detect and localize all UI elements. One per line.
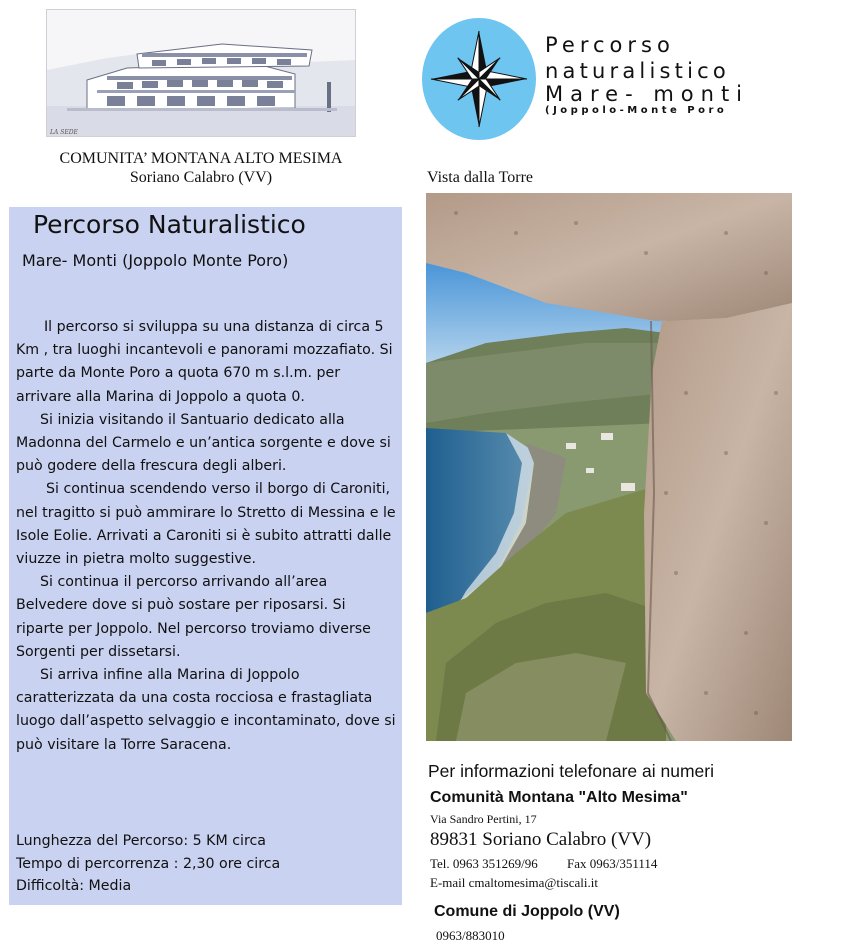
comune-phone: 0963/883010 <box>436 928 505 943</box>
org-city: Soriano Calabro (VV) <box>129 169 273 186</box>
building-photo <box>46 9 356 137</box>
route-length: Lunghezza del Percorso: 5 KM circa <box>16 833 266 849</box>
building-illustration <box>47 10 355 136</box>
contact-phone-line <box>430 856 657 872</box>
contact-city: 89831 Soriano Calabro (VV) <box>430 829 652 850</box>
logo-line-4: (Joppolo-Monte Poro <box>545 105 728 116</box>
route-time: Tempo di percorrenza : 2,30 ore circa <box>16 855 281 872</box>
compass-star-icon <box>421 17 537 142</box>
route-stats <box>16 830 280 898</box>
logo-line-2: naturalistico <box>545 59 730 83</box>
panel-subtitle: Mare- Monti (Joppolo Monte Poro) <box>22 251 289 270</box>
route-description <box>16 316 396 757</box>
contact-org-name: Comunità Montana "Alto Mesima" <box>430 789 688 806</box>
logo-line-1: Percorso <box>545 33 675 57</box>
contact-address: Via Sandro Pertini, 17 <box>430 812 537 826</box>
logo-text <box>545 32 749 118</box>
tower-view-photo <box>426 193 792 741</box>
org-header <box>0 150 402 187</box>
description-paragraph: Si arriva infine alla Marina di Joppolo caratterizzata da una costa rocciosa e frastagliata luogo dall’aspetto selvaggio e incontaminato, dove si può visitare la Torre Saracena. <box>16 667 396 753</box>
org-name: COMUNITA’ MONTANA ALTO MESIMA <box>59 150 343 167</box>
comune-name: Comune di Joppolo (VV) <box>434 903 620 920</box>
description-paragraph: Si continua il percorso arrivando all’area Belvedere dove si può sostare per riposarsi. Si riparte per Joppolo. Nel percorso troviamo diverse Sorgenti per dissetarsi. <box>16 574 371 660</box>
photo-label: Vista dalla Torre <box>427 169 534 186</box>
contact-tel: Tel. 0963 351269/96 <box>430 856 538 871</box>
coast-view-image <box>426 193 792 741</box>
description-paragraph: Il percorso si sviluppa su una distanza di circa 5 Km , tra luoghi incantevoli e panorami mozzafiato. Si parte da Monte Poro a quota 670 m s.l.m. per arrivare alla Marina di Joppolo a quota 0. <box>16 319 393 405</box>
contact-email[interactable]: E-mail cmaltomesima@tiscali.it <box>430 875 598 890</box>
info-heading: Per informazioni telefonare ai numeri <box>428 761 714 781</box>
building-caption: LA SEDE <box>50 129 78 136</box>
compass-logo <box>421 17 537 142</box>
description-paragraph: Si inizia visitando il Santuario dedicato alla Madonna del Carmelo e un’antica sorgente e dove si può godere della frescura degli alberi. <box>16 411 391 475</box>
panel-title: Percorso Naturalistico <box>33 210 306 239</box>
contact-fax: Fax 0963/351114 <box>567 856 658 871</box>
route-difficulty: Difficoltà: Media <box>16 878 132 894</box>
description-paragraph: Si continua scendendo verso il borgo di Caroniti, nel tragitto si può ammirare lo Stretto di Messina e le Isole Eolie. Arrivati a Caroniti si è subito attratti dalle viuzze in pietra molto suggestive. <box>16 481 396 568</box>
logo-line-3: Mare- monti <box>545 82 750 106</box>
